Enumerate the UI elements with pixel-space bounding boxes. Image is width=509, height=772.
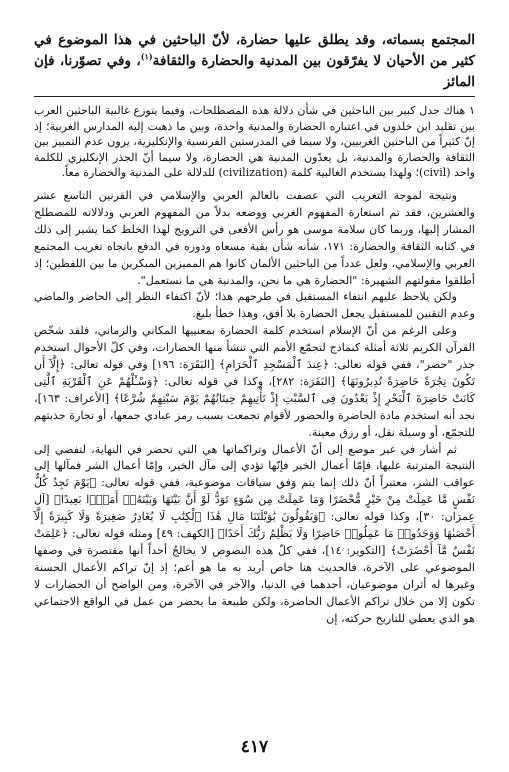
page-number: ٤١٧	[240, 737, 269, 757]
paragraph-quran-examples: وعلى الرغم من أنّ الإسلام استخدم كلمة الحضارة بمعنييها المكاني والزماني، فلقد شخّص القرآن الكريم ثلاثة أمثلة كنماذج لتجمّع الأمم التي تنشأ منها الحضارات، وفي كلّ الأحوال استخدم جذر "حضر"، ففي قوله تعالى: ﴿عِندَ ٱلْمَسْجِدِ ٱلْحَرَامِ﴾ [البَقَرَة: ١٩٦] وفي قوله تعالى: ﴿إِلَّآ أَن تَكُونَ تِجَٰرَةً حَاضِرَةً تُدِيرُونَهَا﴾ [البَقَرَة: ٢٨٢]، وكذا في قوله تعالى: ﴿وَسْـَٔلْهُمْ عَنِ ٱلْقَرْيَةِ ٱلَّتِى كَانَتْ حَاضِرَةَ ٱلْبَحْرِ إِذْ يَعْدُونَ فِى ٱلسَّبْتِ إِذْ تَأْتِيهِمْ حِيتَانُهُمْ يَوْمَ سَبْتِهِمْ شُرَّعًا﴾ [الأعراف: ١٦٣]، نجد أنه استخدم مادة الحاضرة والحضور لأقوام تجمعت بسبب رمز عبادي جمعها، أو تجارة جذبتهم للتجمّع، أو وسيلة نقل، أو رزق معينة.	[34, 324, 475, 439]
paragraph-deeds: ثم أشار في غير موضع إلى أنّ الأعمال وتراكماتها هي التي تحضر في النهاية، لتفضي إلى النتيجة المترتبة عليها، فإمّا أعمال الخير فإنّها تؤدي إلى مآل الخير، وإمّا أعمال الشر فمآلها إلى عواقب الشر، معتبراً أنّ ذلك إنما يتم وَفق سياقات موضوعية، ففي قوله تعالى: ﴿يَوْمَ تَجِدُ كُلُّ نَفْسٍ مَّا عَمِلَتْ مِنْ خَيْرٍ مُّحْضَرًا وَمَا عَمِلَتْ مِن سُوٓءٍ تَوَدُّ لَوْ أَنَّ بَيْنَهَا وَبَيْنَهُۥٓ أَمَدًۢا بَعِيدًا﴾ [آل عِمرَان: ٣٠]، وكذا قوله تعالى: ﴿وَيَقُولُونَ يَٰوَيْلَتَنَا مَالِ هَٰذَا ٱلْكِتَٰبِ لَا يُغَادِرُ صَغِيرَةً وَلَا كَبِيرَةً إِلَّآ أَحْصَىٰهَا وَوَجَدُوا۟ مَا عَمِلُوا۟ حَاضِرًا وَلَا يَظْلِمُ رَبُّكَ أَحَدًا﴾ [الكهف: ٤٩] ومثله قوله تعالى: ﴿عَلِمَتْ نَفْسٌ مَّآ أَحْضَرَتْ﴾ [التكوير: ١٤]، ففي كلّ هذه النصوص لا يخالجُ أحداً أنها مقتصرة في وصفها الموضوعي على الآخرة، فالحديث هنا خاص أريد به ما هو أعم؛ إذ إنّ تراكم الأعمال الحسنة وغيرها له أثران موضوعيان، أحدهما في الدنيا، والآخر في الآخرة، ومن الواضح أن الحضارات لا تكون إلا من خلال تراكم الأعمال الحاضرة، ولكن طبيعة ما يحضر من عمل في الواقع الاجتماعي هو الذي يعطي للتاريخ حركته، إن	[34, 442, 475, 625]
continued-text-tail: ، وفي تصوّرنا، فإن المائز	[34, 53, 475, 90]
continued-text: المجتمع بسماته، وقد يطلق عليها حضارة، لأنّ الباحثين في هذا الموضوع في كثير من الأحيان لا يفرّقون بين المدنية والحضارة والثقافة	[34, 32, 475, 69]
main-text	[34, 188, 475, 628]
footnote-marker: (١)	[140, 51, 153, 62]
continued-paragraph	[34, 30, 475, 93]
footnote: ١ هناك جدل كبير بين الباحثين في شأن دلالة هذه المصطلحات، وفيما يتوزع غالبية الباحثين العرب بين تقليد ابن خلدون في اعتباره الحضارة والمدنية واحدة، وبين ما ذهبت إليه المدارس الغربية؛ إذ إنّ كثيراً من الباحثين الغربيين، ولا سيما في المدرستين الفرنسية والإنكليزية، يرون عدم التمييز بين الثقافة والحضارة والمدنية، بل يعدّون المدنية هي الحضارة، ولا سيما أنّ الجذر الإنكليزي للكلمة واحد (civil)؛ ولهذا يستخدم الغالبية كلمة (civilization) للدلالة على المدنية والحضارة معاً.	[34, 104, 475, 180]
footnote-separator	[34, 96, 475, 97]
paragraph-westernization: ونتيجة لموجة التغريب التي عصفت بالعالم العربي والإسلامي في القرنين التاسع عشر والعشرين، فقد تم استعارة المفهوم الغربي ووضعه بدلاً من المفهوم العربي ودلالاته للمصطلح المشار إليها، وربما كان سلامة موسى هو رأس الأفعى في الترويج لهذا الخلط كما يشير إلى ذلك في كتابه الثقافة والحضارة: ١٧١، شأنه شأن بقية مسعاه ودوره في الدفع باتجاه تغريب المجتمع العربي والإسلامي، ولعل عدداً من الباحثين الألمان كانوا هم المميزين المبكرين ما بين اللفظين؛ إذ أطلقوا مقولتهم الشهيرة: "الحضارة هي ما نحن، والمدنية هي ما نستعمل".	[34, 188, 475, 287]
spacer	[34, 181, 475, 188]
paragraph-future: ولكن يلاحظ عليهم انتفاء المستقبل في طرحهم هذا؛ لأنّ اكتفاء النظر إلى الحاضر والماضي وعدم التقنين للمستقبل يجعل الحضارة بلا أفق، وهذا خطأ بليغ.	[34, 290, 475, 321]
